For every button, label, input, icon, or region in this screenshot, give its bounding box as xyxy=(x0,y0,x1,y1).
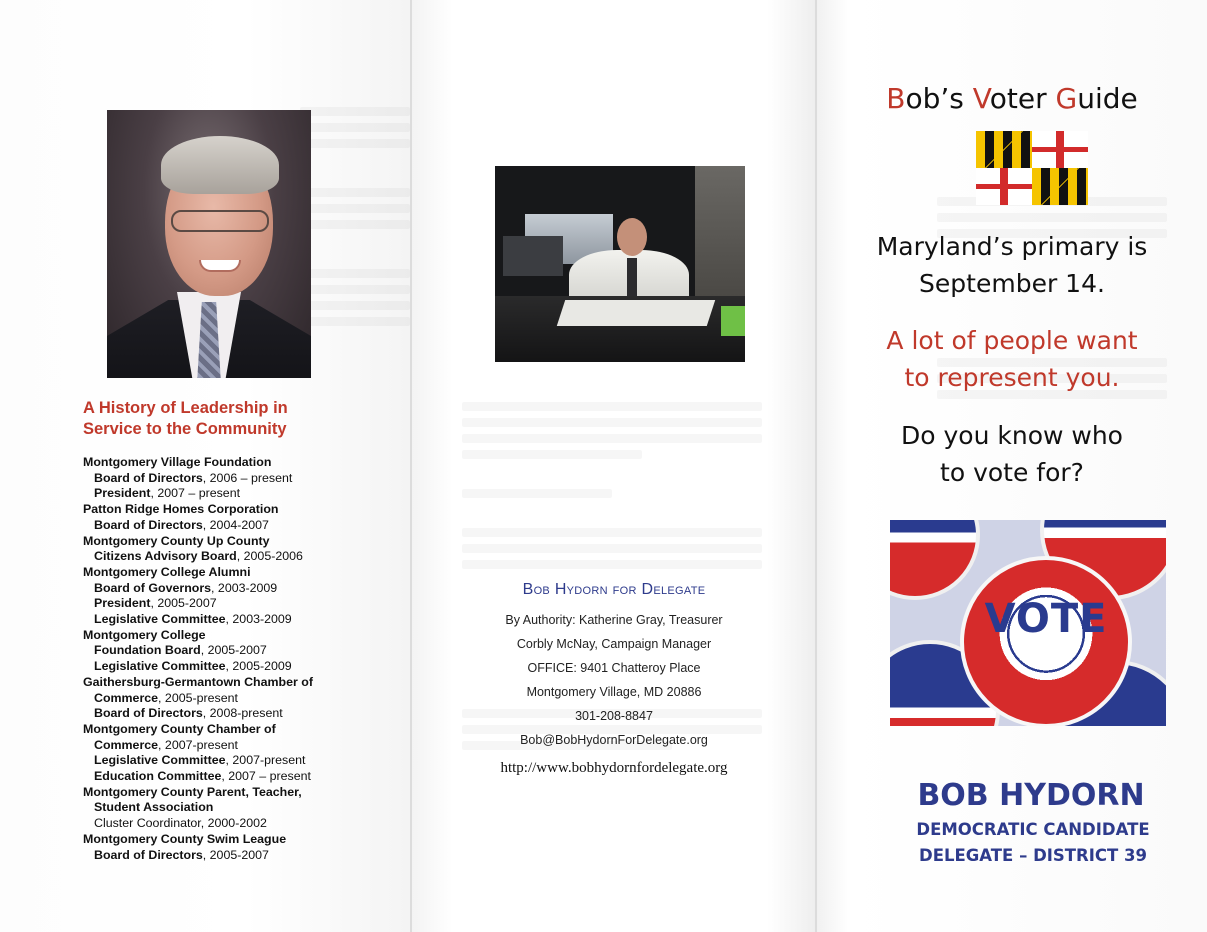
office-address-line: OFFICE: 9401 Chatteroy Place xyxy=(527,661,701,675)
bleed-through-text xyxy=(300,100,410,333)
history-role: Foundation Board, 2005-2007 xyxy=(94,643,267,658)
history-role: Student Association xyxy=(94,800,214,815)
phone-number: 301-208-8847 xyxy=(575,709,653,723)
history-org: Montgomery College xyxy=(83,627,206,642)
history-role: Education Committee, 2007 – present xyxy=(94,769,311,784)
history-org: Gaithersburg-Germantown Chamber of xyxy=(83,674,313,689)
middle-panel xyxy=(412,0,816,932)
vote-button-icon: VOTE xyxy=(960,556,1132,726)
authority-line: By Authority: Katherine Gray, Treasurer xyxy=(505,613,723,627)
candidate-party: DEMOCRATIC CANDIDATE xyxy=(916,820,1150,839)
vote-buttons-photo xyxy=(890,520,1166,726)
leadership-history-list xyxy=(83,455,383,863)
history-role: Board of Directors, 2006 – present xyxy=(94,470,293,485)
voter-guide-title: Bob’s Voter Guide xyxy=(886,82,1138,115)
history-org: Patton Ridge Homes Corporation xyxy=(83,502,279,517)
office-desk-photo xyxy=(495,166,745,362)
maryland-flag-icon xyxy=(976,131,1088,205)
website-url: http://www.bobhydornfordelegate.org xyxy=(500,760,728,776)
represent-you-text: A lot of people want to represent you. xyxy=(886,326,1138,392)
history-org: Montgomery County Swim League xyxy=(83,831,287,846)
history-org: Montgomery Village Foundation xyxy=(83,455,272,469)
history-org: Montgomery College Alumni xyxy=(83,564,251,579)
history-role: Citizens Advisory Board, 2005-2006 xyxy=(94,549,303,564)
history-role: President, 2007 – present xyxy=(94,486,241,501)
history-role: Legislative Committee, 2005-2009 xyxy=(94,659,292,674)
history-role: Commerce, 2005-present xyxy=(94,690,238,705)
history-role: Board of Governors, 2003-2009 xyxy=(94,580,278,595)
email-address: Bob@BobHydornForDelegate.org xyxy=(520,733,708,747)
history-org: Montgomery County Up County xyxy=(83,533,270,548)
history-role: Board of Directors, 2004-2007 xyxy=(94,517,269,532)
history-role: Commerce, 2007-present xyxy=(94,737,238,752)
bleed-through-text xyxy=(462,395,762,757)
history-role: Board of Directors, 2008-present xyxy=(94,706,283,721)
candidate-portrait xyxy=(107,110,311,378)
history-role: Cluster Coordinator, 2000-2002 xyxy=(94,816,267,831)
city-line: Montgomery Village, MD 20886 xyxy=(526,685,702,699)
history-org: Montgomery County Chamber of xyxy=(83,721,276,736)
history-role: President, 2005-2007 xyxy=(94,596,217,611)
candidate-district: DELEGATE – DISTRICT 39 xyxy=(919,846,1147,865)
history-org: Montgomery County Parent, Teacher, xyxy=(83,784,302,799)
candidate-name: BOB HYDORN xyxy=(917,778,1145,813)
vote-question-text: Do you know who to vote for? xyxy=(901,421,1123,487)
history-role: Legislative Committee, 2007-present xyxy=(94,753,306,768)
campaign-manager-line: Corbly McNay, Campaign Manager xyxy=(516,637,712,651)
committee-title: Bob Hydorn for Delegate xyxy=(522,581,706,598)
primary-date-text: Maryland’s primary is September 14. xyxy=(876,232,1148,298)
history-role: Legislative Committee, 2003-2009 xyxy=(94,612,292,627)
history-title: A History of Leadership in Service to the Community xyxy=(83,399,288,438)
history-role: Board of Directors, 2005-2007 xyxy=(94,847,269,862)
